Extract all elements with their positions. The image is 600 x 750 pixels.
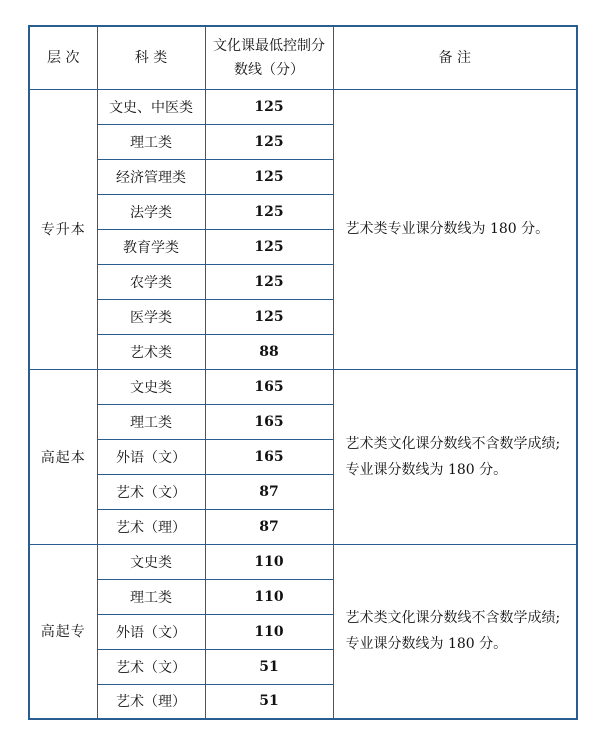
category-cell: 医学类 [97,299,205,334]
header-level: 层 次 [29,26,97,89]
score-cell: 125 [205,299,333,334]
category-cell: 艺术（理） [97,509,205,544]
score-cell: 125 [205,264,333,299]
header-category: 科 类 [97,26,205,89]
score-cell: 51 [205,684,333,719]
score-cell: 51 [205,649,333,684]
category-cell: 法学类 [97,194,205,229]
score-cell: 88 [205,334,333,369]
category-cell: 理工类 [97,404,205,439]
score-cell: 125 [205,124,333,159]
level-cell: 专升本 [29,89,97,369]
score-cell: 110 [205,579,333,614]
category-cell: 文史类 [97,369,205,404]
note-line: 专业课分数线为 180 分。 [345,461,508,478]
note-line: 艺术类文化课分数线不含数学成绩; [345,435,561,452]
score-cell: 165 [205,404,333,439]
score-cell: 110 [205,614,333,649]
header-score [205,26,333,89]
note-line: 专业课分数线为 180 分。 [345,636,508,653]
score-cell: 165 [205,439,333,474]
table-row [29,544,577,579]
category-cell: 农学类 [97,264,205,299]
category-cell: 艺术（理） [97,684,205,719]
category-cell: 艺术（文） [97,649,205,684]
category-cell: 理工类 [97,124,205,159]
score-cell: 125 [205,229,333,264]
note-cell [333,89,577,369]
category-cell: 艺术类 [97,334,205,369]
level-cell: 高起本 [29,369,97,544]
table-row [29,369,577,404]
score-cell: 110 [205,544,333,579]
table-row [29,89,577,124]
header-score-line1: 文化课最低控制分 [213,37,325,54]
score-cell: 125 [205,89,333,124]
score-cell: 165 [205,369,333,404]
category-cell: 艺术（文） [97,474,205,509]
score-cell: 87 [205,474,333,509]
header-note: 备 注 [333,26,577,89]
header-score-line2: 数线（分） [234,61,304,78]
category-cell: 理工类 [97,579,205,614]
header-row [29,26,577,89]
score-table [28,25,578,720]
category-cell: 外语（文） [97,614,205,649]
category-cell: 经济管理类 [97,159,205,194]
score-cell: 125 [205,194,333,229]
note-line: 艺术类专业课分数线为 180 分。 [345,221,550,237]
category-cell: 教育学类 [97,229,205,264]
note-cell [333,369,577,544]
category-cell: 外语（文） [97,439,205,474]
score-cell: 87 [205,509,333,544]
score-cell: 125 [205,159,333,194]
category-cell: 文史、中医类 [97,89,205,124]
category-cell: 文史类 [97,544,205,579]
note-cell [333,544,577,719]
note-line: 艺术类文化课分数线不含数学成绩; [345,610,561,627]
level-cell: 高起专 [29,544,97,719]
